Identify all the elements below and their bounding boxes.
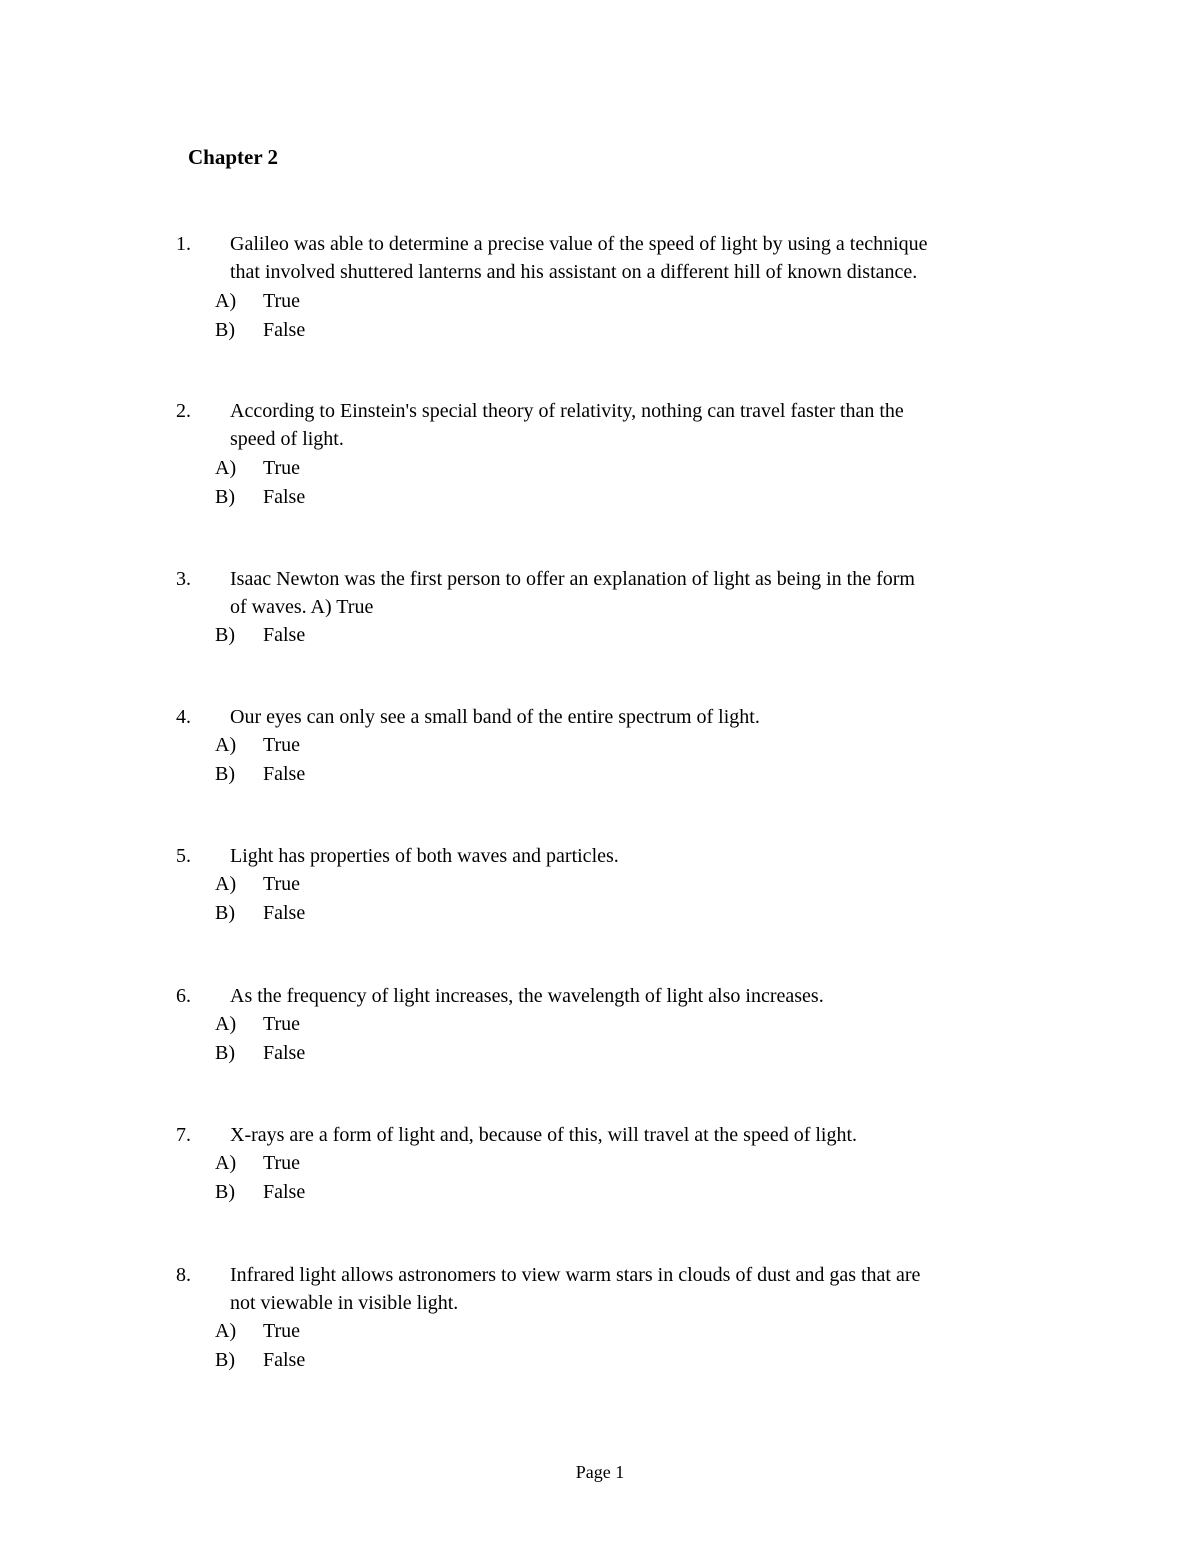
option-letter: B)	[215, 763, 235, 785]
option-text: True	[263, 1320, 301, 1342]
option-b[interactable]	[215, 316, 615, 345]
option-letter: B)	[215, 902, 235, 924]
option-b[interactable]	[215, 899, 615, 928]
question-text: According to Einstein's special theory of relativity, nothing can travel faster than the speed of light.	[230, 400, 904, 450]
option-letter: A)	[215, 1152, 237, 1174]
option-b[interactable]	[215, 1346, 615, 1375]
answer-options	[215, 287, 615, 345]
option-letter: B)	[215, 486, 235, 508]
question-number: 4.	[176, 706, 191, 728]
option-letter: A)	[215, 1320, 237, 1342]
option-text: False	[263, 1042, 306, 1064]
answer-options	[215, 1149, 615, 1207]
option-b[interactable]	[215, 1178, 615, 1207]
option-a[interactable]	[215, 870, 615, 899]
question-number: 3.	[176, 568, 191, 590]
option-text: False	[263, 902, 306, 924]
page-number: Page 1	[575, 1462, 625, 1482]
option-text: True	[263, 734, 301, 756]
question-text: Isaac Newton was the first person to offer an explanation of light as being in the form of waves. A) True	[230, 568, 915, 618]
option-a[interactable]	[215, 1149, 615, 1178]
option-text: False	[263, 486, 306, 508]
option-letter: A)	[215, 457, 237, 479]
option-letter: B)	[215, 1349, 235, 1371]
option-letter: A)	[215, 734, 237, 756]
option-text: True	[263, 1013, 301, 1035]
option-a[interactable]	[215, 454, 615, 483]
option-b[interactable]	[215, 621, 615, 650]
option-text: False	[263, 1181, 306, 1203]
option-letter: B)	[215, 319, 235, 341]
option-a[interactable]	[215, 1010, 615, 1039]
option-letter: A)	[215, 290, 237, 312]
question-number: 8.	[176, 1264, 191, 1286]
option-letter: B)	[215, 1181, 235, 1203]
question-text: X-rays are a form of light and, because of this, will travel at the speed of light.	[230, 1124, 858, 1146]
option-letter: B)	[215, 624, 235, 646]
option-a[interactable]	[215, 1317, 615, 1346]
option-letter: A)	[215, 873, 237, 895]
option-text: True	[263, 290, 301, 312]
option-text: False	[263, 763, 306, 785]
option-letter: B)	[215, 1042, 235, 1064]
option-text: True	[263, 873, 301, 895]
question-text: Our eyes can only see a small band of the entire spectrum of light.	[230, 706, 760, 728]
chapter-title: Chapter 2	[188, 145, 279, 169]
answer-options	[215, 454, 615, 512]
option-a[interactable]	[215, 731, 615, 760]
question-text: As the frequency of light increases, the wavelength of light also increases.	[230, 985, 824, 1007]
option-b[interactable]	[215, 760, 615, 789]
question-number: 1.	[176, 233, 191, 255]
option-a[interactable]	[215, 287, 615, 316]
answer-options	[215, 1317, 615, 1375]
option-text: True	[263, 1152, 301, 1174]
option-b[interactable]	[215, 483, 615, 512]
answer-options	[215, 1010, 615, 1068]
answer-options	[215, 621, 615, 650]
option-text: False	[263, 319, 306, 341]
option-text: False	[263, 1349, 306, 1371]
option-text: False	[263, 624, 306, 646]
option-b[interactable]	[215, 1039, 615, 1068]
question-text: Infrared light allows astronomers to view warm stars in clouds of dust and gas that are not viewable in visible light.	[230, 1264, 921, 1314]
option-text: True	[263, 457, 301, 479]
option-letter: A)	[215, 1013, 237, 1035]
question-number: 5.	[176, 845, 191, 867]
question-number: 6.	[176, 985, 191, 1007]
answer-options	[215, 870, 615, 928]
answer-options	[215, 731, 615, 789]
question-text: Light has properties of both waves and particles.	[230, 845, 619, 867]
question-number: 7.	[176, 1124, 191, 1146]
question-number: 2.	[176, 400, 191, 422]
question-text: Galileo was able to determine a precise value of the speed of light by using a technique that involved shuttered lanterns and his assistant on a different hill of known distance.	[230, 233, 928, 283]
